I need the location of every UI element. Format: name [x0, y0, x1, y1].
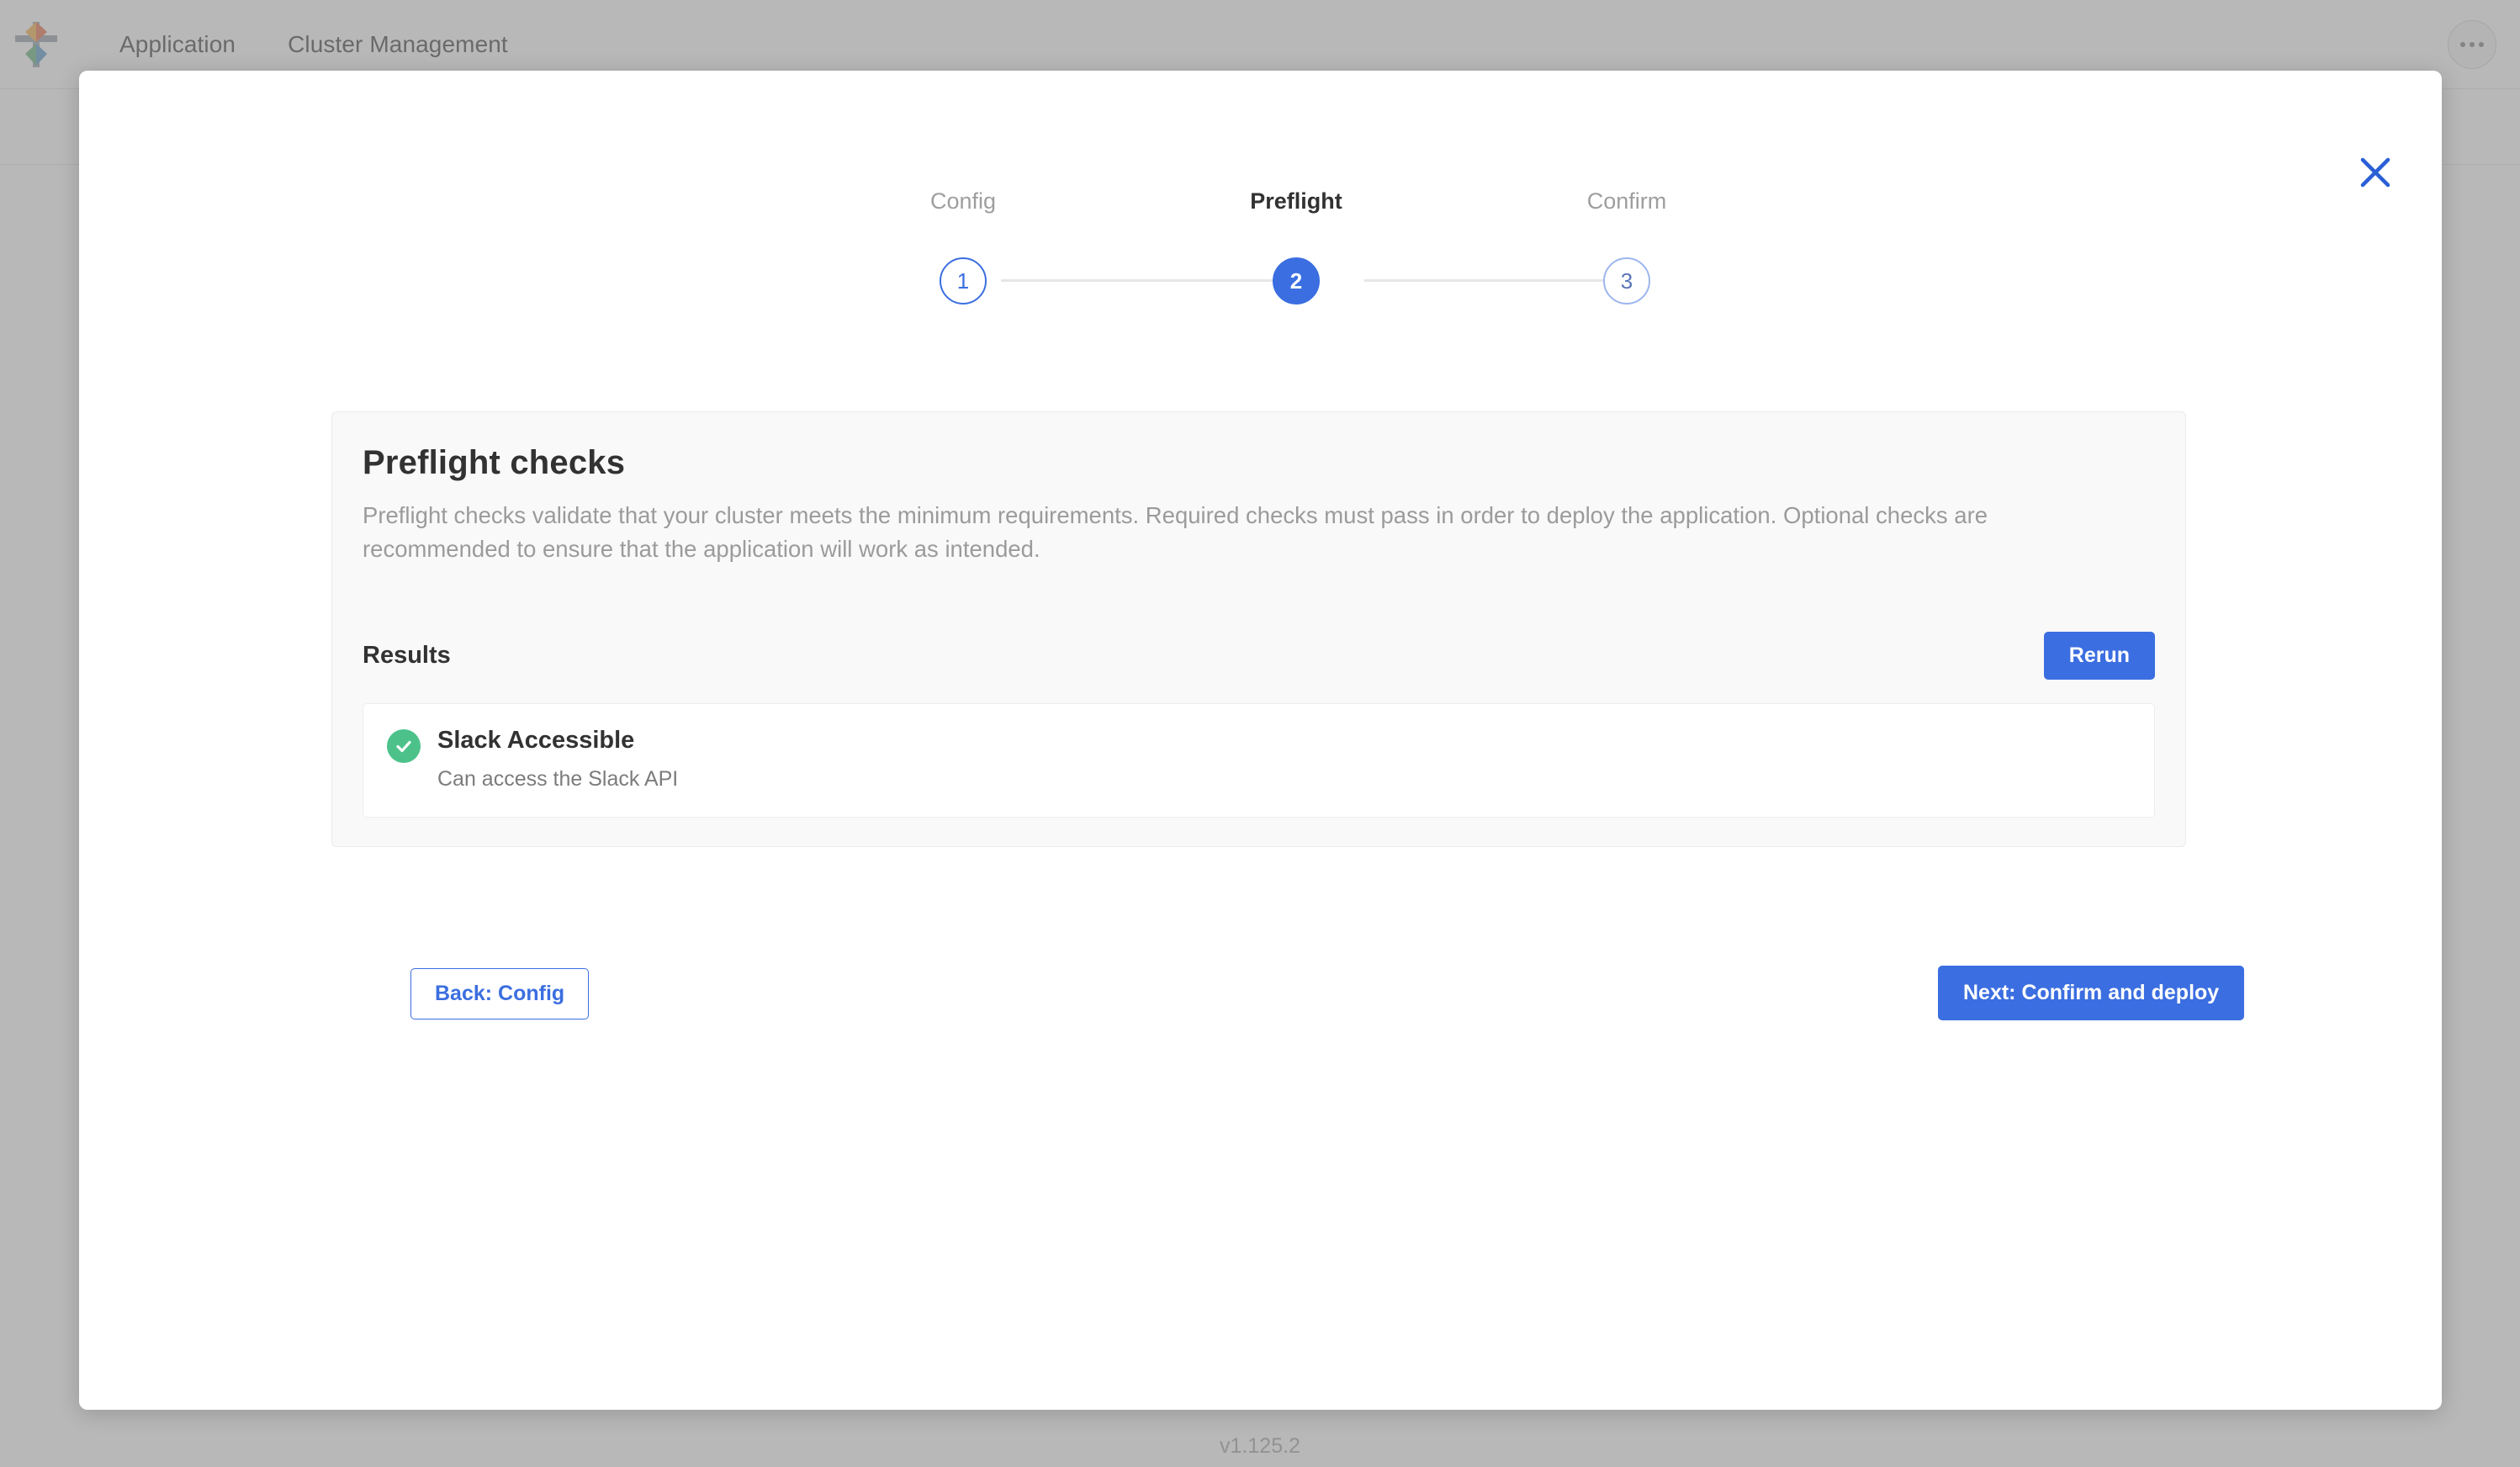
rerun-button[interactable]: Rerun [2044, 632, 2155, 680]
results-title: Results [363, 641, 451, 669]
stepper-labels [79, 188, 2442, 222]
check-text [437, 726, 678, 792]
step-circle-preflight[interactable]: 2 [1273, 257, 1320, 305]
step-label-confirm: Confirm [1586, 188, 1667, 214]
preflight-modal [79, 71, 2442, 1410]
back-config-button[interactable]: Back: Config [410, 968, 589, 1019]
check-description: Can access the Slack API [437, 766, 679, 791]
close-icon[interactable] [2358, 155, 2393, 190]
check-name: Slack Accessible [437, 726, 635, 754]
check-circle-icon [387, 729, 421, 763]
step-label-preflight: Preflight [1250, 188, 1342, 214]
step-label-config: Config [929, 188, 997, 214]
list-item [363, 704, 2154, 817]
stepper-connector-1 [1001, 279, 1287, 282]
page-title: Preflight checks [363, 444, 626, 481]
results-header [363, 632, 2155, 680]
step-circle-confirm[interactable]: 3 [1603, 257, 1650, 305]
preflight-description: Preflight checks validate that your cluster meets the minimum requirements. Required checks must pass in order to deploy the application. Optional checks are recommended to ensure that the application will work as intended. [363, 502, 1988, 562]
wizard-stepper [79, 188, 2442, 323]
preflight-check-list [363, 703, 2155, 818]
preflight-panel [331, 411, 2186, 847]
next-confirm-deploy-button[interactable]: Next: Confirm and deploy [1938, 966, 2244, 1020]
step-circle-config[interactable]: 1 [940, 257, 987, 305]
